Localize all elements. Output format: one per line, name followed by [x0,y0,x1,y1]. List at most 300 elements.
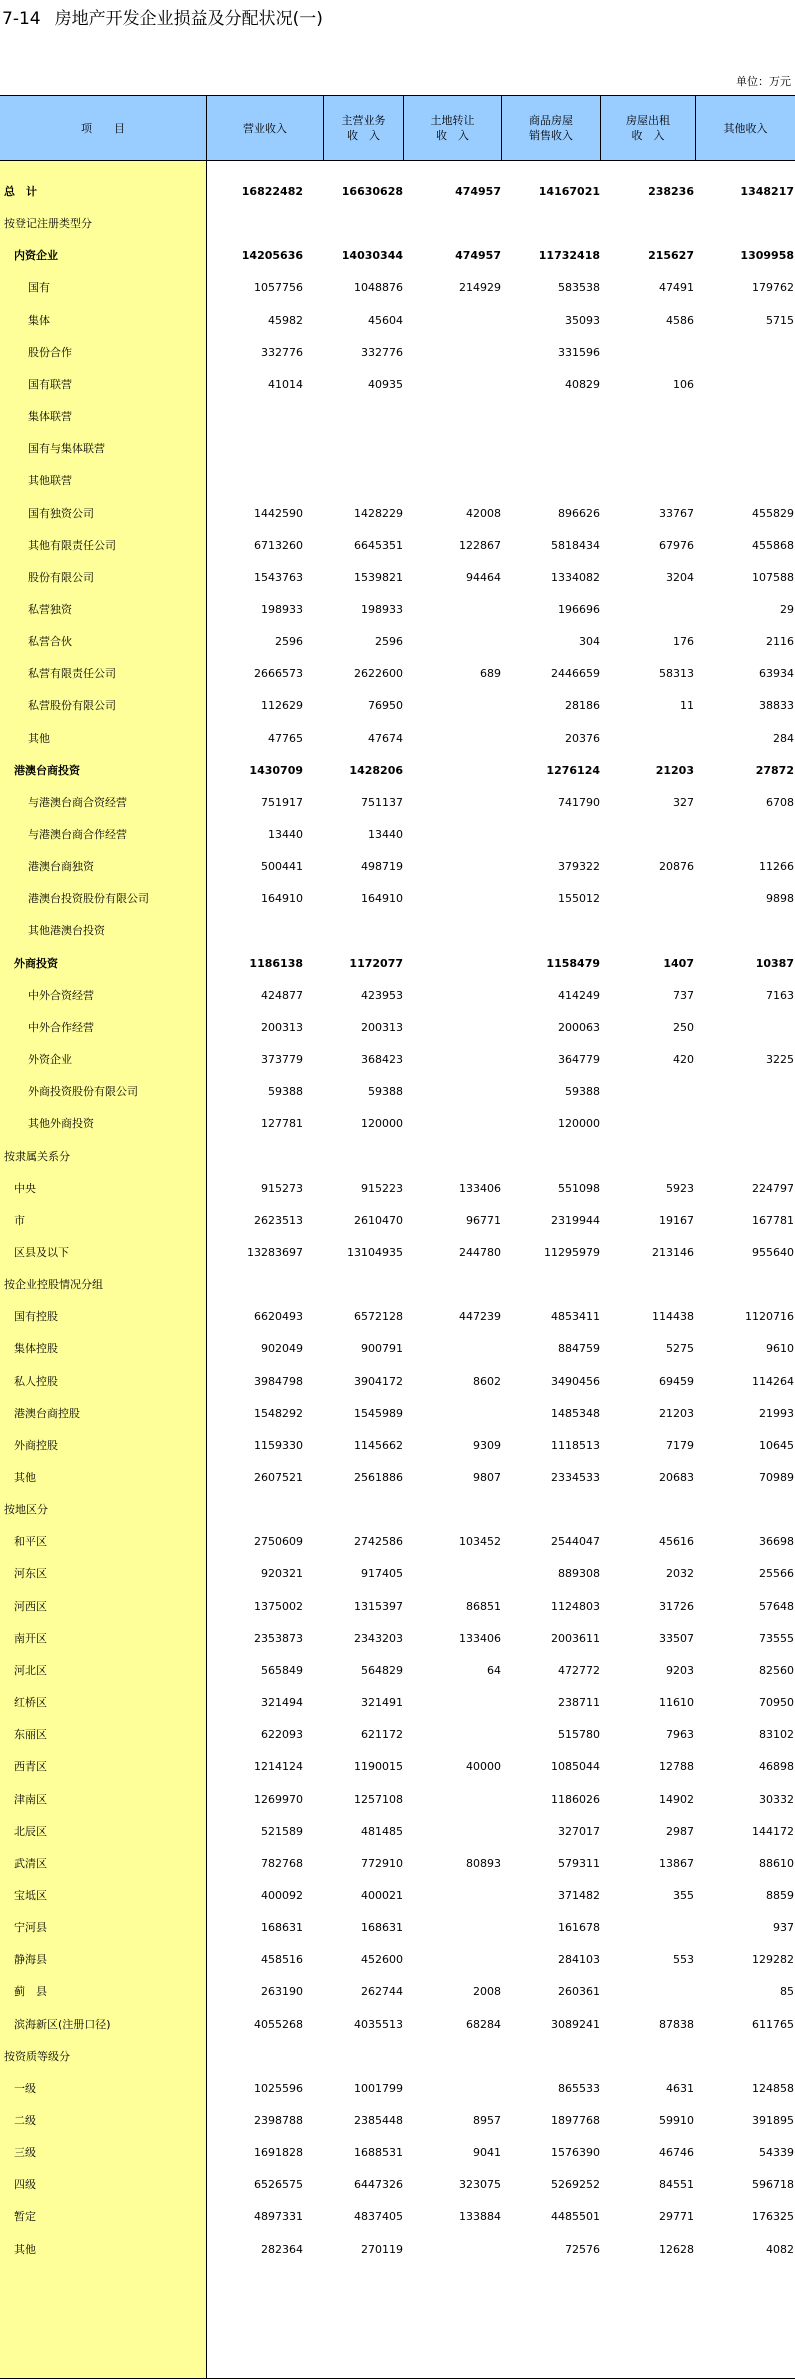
header-housing-sales-revenue-label: 商品房屋 销售收入 [529,114,573,142]
row-label: 中央 [14,1181,36,1195]
row-value: 13104935 [347,1245,403,1259]
row-value: 1048876 [354,281,403,295]
row-value: 1315397 [354,1599,403,1613]
row-value: 1186026 [551,1792,600,1806]
row-label: 红桥区 [14,1696,47,1710]
row-value: 8957 [473,2114,501,2127]
row-value [401,1558,501,1590]
row-value: 133406 [459,1181,501,1195]
row-label: 西青区 [14,1760,47,1774]
row-value: 224797 [752,1181,794,1195]
row-value: 9807 [473,1471,501,1484]
row-label: 三级 [14,2146,36,2160]
row-value: 737 [673,988,694,1002]
table-row [0,272,795,304]
row-value: 9309 [473,1438,501,1452]
row-value: 1085044 [551,1760,600,1774]
row-value: 21993 [759,1406,794,1420]
row-value: 9041 [473,2146,501,2160]
row-value [401,851,501,883]
row-value: 7179 [666,1438,694,1452]
row-value: 332776 [361,345,403,359]
table-row [0,1494,795,1526]
row-value: 1118513 [551,1438,600,1452]
row-value: 551098 [558,1181,600,1195]
row-value [594,1912,694,1944]
row-value: 14205636 [241,249,303,263]
row-value: 741790 [558,795,600,809]
row-value: 2003611 [551,1631,600,1645]
row-value: 129282 [752,1953,794,1967]
row-value: 521589 [261,1824,303,1838]
row-value: 414249 [558,988,600,1002]
table-row [0,1076,795,1108]
table-row [0,369,795,401]
row-value: 917405 [361,1567,403,1581]
row-value: 579311 [558,1856,600,1870]
table-row [0,1108,795,1140]
row-value: 4082 [766,2242,794,2256]
row-value: 33507 [659,1631,694,1645]
row-label: 蓟 县 [14,1985,47,1999]
row-label: 中外合资经营 [28,988,94,1002]
row-value: 424877 [261,988,303,1002]
row-value: 270119 [361,2242,403,2256]
header-land-transfer-revenue-label: 土地转让 收 入 [430,114,475,142]
row-label: 外商投资股份有限公司 [28,1085,138,1099]
row-value: 772910 [361,1856,403,1870]
row-value: 47674 [368,731,403,745]
row-value [303,465,403,497]
row-value: 2032 [666,1567,694,1581]
row-value: 85 [780,1985,794,1999]
row-label: 南开区 [14,1631,47,1645]
table-row [0,337,795,369]
row-value: 10387 [755,956,794,970]
row-value: 902049 [261,1342,303,1356]
row-value [401,465,501,497]
table-row [0,1912,795,1944]
table-row [0,1784,795,1816]
row-value: 46898 [759,1760,794,1774]
row-value: 1543763 [254,570,303,584]
row-label: 外商控股 [14,1438,58,1452]
row-value: 87838 [659,2017,694,2031]
row-value: 14902 [659,1792,694,1806]
row-value: 364779 [558,1053,600,1067]
row-value: 196696 [558,602,600,616]
row-label: 二级 [14,2114,36,2127]
row-value: 2987 [666,1824,694,1838]
row-label: 国有联营 [28,377,72,391]
row-value: 198933 [261,602,303,616]
row-value: 1124803 [551,1599,600,1613]
row-value: 6447326 [354,2178,403,2192]
row-value: 6708 [766,795,794,809]
row-value [594,433,694,465]
header-other-revenue [695,96,795,160]
row-value: 865533 [558,2081,600,2095]
row-label: 河西区 [14,1599,47,1613]
row-label: 市 [14,1213,25,1227]
row-value: 1257108 [354,1792,403,1806]
row-value: 238236 [648,185,694,198]
header-item [0,96,206,160]
table-number: 7-14 [2,9,41,29]
row-label: 其他联营 [28,474,72,488]
table-row [0,498,795,530]
row-value [694,401,794,433]
row-label: 其他 [14,2242,36,2256]
row-value: 481485 [361,1824,403,1838]
row-value: 1172077 [349,956,403,970]
row-value: 36698 [759,1535,794,1549]
row-value: 1897768 [551,2114,600,2127]
table-row [0,1044,795,1076]
row-value [401,980,501,1012]
row-value: 72576 [565,2242,600,2256]
row-value: 321494 [261,1696,303,1710]
row-value [401,1269,501,1301]
row-value [401,2234,501,2266]
header-housing-rental-revenue-label: 房屋出租 收 入 [626,114,670,142]
row-value: 2319944 [551,1213,600,1227]
row-label: 私营合伙 [28,635,72,649]
row-value: 47765 [268,731,303,745]
row-label: 港澳台商投资 [14,763,80,777]
row-value: 88610 [759,1856,794,1870]
table-row [0,1462,795,1494]
row-value [594,1976,694,2008]
row-value: 498719 [361,860,403,874]
row-value [401,755,501,787]
row-value [401,948,501,980]
row-value: 244780 [459,1245,501,1259]
table-row [0,1237,795,1269]
row-label: 按隶属关系分 [4,1149,70,1163]
row-value [694,1141,794,1173]
row-label: 按登记注册类型分 [4,217,92,231]
row-value: 1576390 [551,2146,600,2160]
row-value [401,1044,501,1076]
table-row [0,1398,795,1430]
table-row [0,787,795,819]
header-housing-rental-revenue [600,96,695,160]
row-value: 59388 [565,1085,600,1099]
table-row [0,626,795,658]
row-value: 12628 [659,2242,694,2256]
row-value [401,690,501,722]
header-other-revenue-label: 其他收入 [723,121,768,135]
table-row [0,948,795,980]
row-value [594,2041,694,2073]
row-value: 3490456 [551,1374,600,1388]
row-label: 港澳台投资股份有限公司 [28,892,149,906]
row-label: 私人控股 [14,1374,58,1388]
row-value: 200063 [558,1020,600,1034]
table-row [0,690,795,722]
row-value [401,1141,501,1173]
row-value: 622093 [261,1728,303,1742]
row-value: 323075 [459,2178,501,2192]
row-value: 114438 [652,1310,694,1324]
row-value: 20876 [659,860,694,874]
row-value: 1190015 [354,1760,403,1774]
row-label: 集体控股 [14,1342,58,1356]
row-value: 25566 [759,1567,794,1581]
row-value [594,1269,694,1301]
row-value [401,305,501,337]
row-value: 458516 [261,1953,303,1967]
row-label: 按企业控股情况分组 [4,1278,103,1292]
row-value: 68284 [466,2017,501,2031]
row-value: 11295979 [544,1245,600,1259]
row-value: 120000 [361,1117,403,1131]
table-row [0,1880,795,1912]
row-value [401,2073,501,2105]
row-value: 168631 [361,1921,403,1935]
table-row [0,2073,795,2105]
row-value [694,2041,794,2073]
row-value [500,915,600,947]
row-value: 28186 [565,699,600,713]
row-label: 国有独资公司 [28,506,94,520]
row-label: 总 计 [4,185,37,198]
row-value [694,369,794,401]
row-value: 1159330 [254,1438,303,1452]
row-value: 11 [680,699,694,713]
table-row [0,1655,795,1687]
row-value [594,723,694,755]
row-value: 2742586 [354,1535,403,1549]
row-value: 73555 [759,1631,794,1645]
row-value [401,1816,501,1848]
row-label: 外商投资 [14,956,58,970]
row-label: 港澳台商独资 [28,860,94,874]
row-value: 455868 [752,538,794,552]
row-value: 1276124 [546,763,600,777]
row-value: 6645351 [354,538,403,552]
row-label: 区县及以下 [14,1245,69,1259]
row-value: 13440 [368,828,403,841]
row-value [594,1141,694,1173]
row-value: 262744 [361,1985,403,1999]
row-value: 955640 [752,1245,794,1259]
row-value: 133406 [459,1631,501,1645]
row-value [594,337,694,369]
row-value [401,594,501,626]
row-value: 19167 [659,1213,694,1227]
row-value: 400092 [261,1888,303,1902]
row-value: 1485348 [551,1406,600,1420]
row-value: 76950 [368,699,403,713]
row-value: 284 [773,731,794,745]
row-label: 国有控股 [14,1310,58,1324]
row-label: 津南区 [14,1792,47,1806]
row-value: 4035513 [354,2017,403,2031]
row-value: 20683 [659,1471,694,1484]
table-row [0,1944,795,1976]
row-value [594,883,694,915]
row-value [401,208,501,240]
row-value [203,2041,303,2073]
row-value [203,1269,303,1301]
row-value [401,1333,501,1365]
row-value: 57648 [759,1599,794,1613]
table-row [0,1012,795,1044]
row-value [401,433,501,465]
table-row [0,658,795,690]
row-label: 外资企业 [28,1053,72,1067]
row-value: 4631 [666,2081,694,2095]
row-value: 4853411 [551,1310,600,1324]
table-row [0,2169,795,2201]
row-value: 1375002 [254,1599,303,1613]
row-value [303,915,403,947]
table-row [0,530,795,562]
row-value: 583538 [558,281,600,295]
row-value: 27872 [755,763,794,777]
row-value [694,1494,794,1526]
row-value: 2561886 [354,1471,403,1484]
row-value: 1145662 [354,1438,403,1452]
row-value [694,337,794,369]
row-value: 67976 [659,538,694,552]
row-value: 86851 [466,1599,501,1613]
row-label: 宝坻区 [14,1888,47,1902]
table-row [0,1366,795,1398]
row-value: 155012 [558,892,600,906]
row-value: 127781 [261,1117,303,1131]
unit-label: 单位：万元 [736,75,791,88]
row-value: 2596 [375,635,403,649]
row-value: 164910 [361,892,403,906]
row-value [594,594,694,626]
row-value: 915223 [361,1181,403,1195]
row-value: 161678 [558,1921,600,1935]
row-value: 2334533 [551,1471,600,1484]
table-row [0,915,795,947]
row-value: 2623513 [254,1213,303,1227]
table-row [0,2041,795,2073]
row-label: 北辰区 [14,1824,47,1838]
row-value: 689 [480,667,501,681]
row-value [401,1719,501,1751]
row-value [694,465,794,497]
row-value [401,2041,501,2073]
row-value: 45616 [659,1535,694,1549]
row-label: 其他有限责任公司 [28,538,116,552]
row-value: 200313 [361,1020,403,1034]
row-value: 38833 [759,699,794,713]
table-row [0,723,795,755]
table-row [0,1848,795,1880]
row-value: 920321 [261,1567,303,1581]
row-value: 14030344 [341,249,403,263]
row-value: 1057756 [254,281,303,295]
row-value [401,1494,501,1526]
row-value: 373779 [261,1053,303,1067]
row-value [594,1076,694,1108]
row-label: 东丽区 [14,1728,47,1742]
row-value [500,1141,600,1173]
table-row [0,851,795,883]
table-row [0,465,795,497]
row-value: 4485501 [551,2210,600,2224]
row-value [203,465,303,497]
row-label: 港澳台商控股 [14,1406,80,1420]
row-value [401,369,501,401]
row-value [401,401,501,433]
row-value [500,1494,600,1526]
row-value: 176325 [752,2210,794,2224]
row-value: 106 [673,377,694,391]
row-value [303,1494,403,1526]
table-row [0,2137,795,2169]
row-value: 1158479 [546,956,600,970]
table-title [2,4,323,29]
row-value: 423953 [361,988,403,1002]
row-label: 暂定 [14,2210,36,2224]
row-value: 9610 [766,1342,794,1356]
row-value [401,337,501,369]
row-value [500,208,600,240]
row-value: 1545989 [354,1406,403,1420]
row-value: 16630628 [341,185,403,198]
row-value: 1442590 [254,506,303,520]
row-value: 114264 [752,1374,794,1388]
table-row [0,819,795,851]
row-value: 304 [579,635,600,649]
row-value: 3225 [766,1053,794,1067]
row-value: 59910 [659,2114,694,2127]
row-value: 282364 [261,2242,303,2256]
row-value: 2622600 [354,667,403,681]
row-value: 4586 [666,313,694,327]
row-value: 1120716 [745,1310,794,1324]
row-value [401,915,501,947]
row-value: 12788 [659,1760,694,1774]
data-table [0,95,795,2295]
row-value: 30332 [759,1792,794,1806]
row-value: 47491 [659,281,694,295]
row-label: 其他港澳台投资 [28,924,105,938]
header-main-business-revenue-label: 主营业务 收 入 [341,114,386,142]
row-value: 564829 [361,1663,403,1677]
header-land-transfer-revenue [403,96,501,160]
row-value: 41014 [268,377,303,391]
row-label: 国有与集体联营 [28,442,105,456]
header-item-label: 项 目 [81,121,125,135]
row-value [594,915,694,947]
row-value: 82560 [759,1663,794,1677]
table-row [0,1526,795,1558]
row-value: 45604 [368,313,403,327]
row-value: 70989 [759,1471,794,1484]
row-label: 静海县 [14,1953,47,1967]
row-value: 1430709 [249,763,303,777]
table-row [0,1816,795,1848]
row-value: 144172 [752,1824,794,1838]
row-value: 474957 [455,185,501,198]
row-value: 2544047 [551,1535,600,1549]
row-value: 59388 [268,1085,303,1099]
row-label: 集体 [28,313,50,327]
row-value: 40829 [565,377,600,391]
row-label: 按地区分 [4,1503,48,1517]
row-value: 4837405 [354,2210,403,2224]
row-value: 1539821 [354,570,403,584]
